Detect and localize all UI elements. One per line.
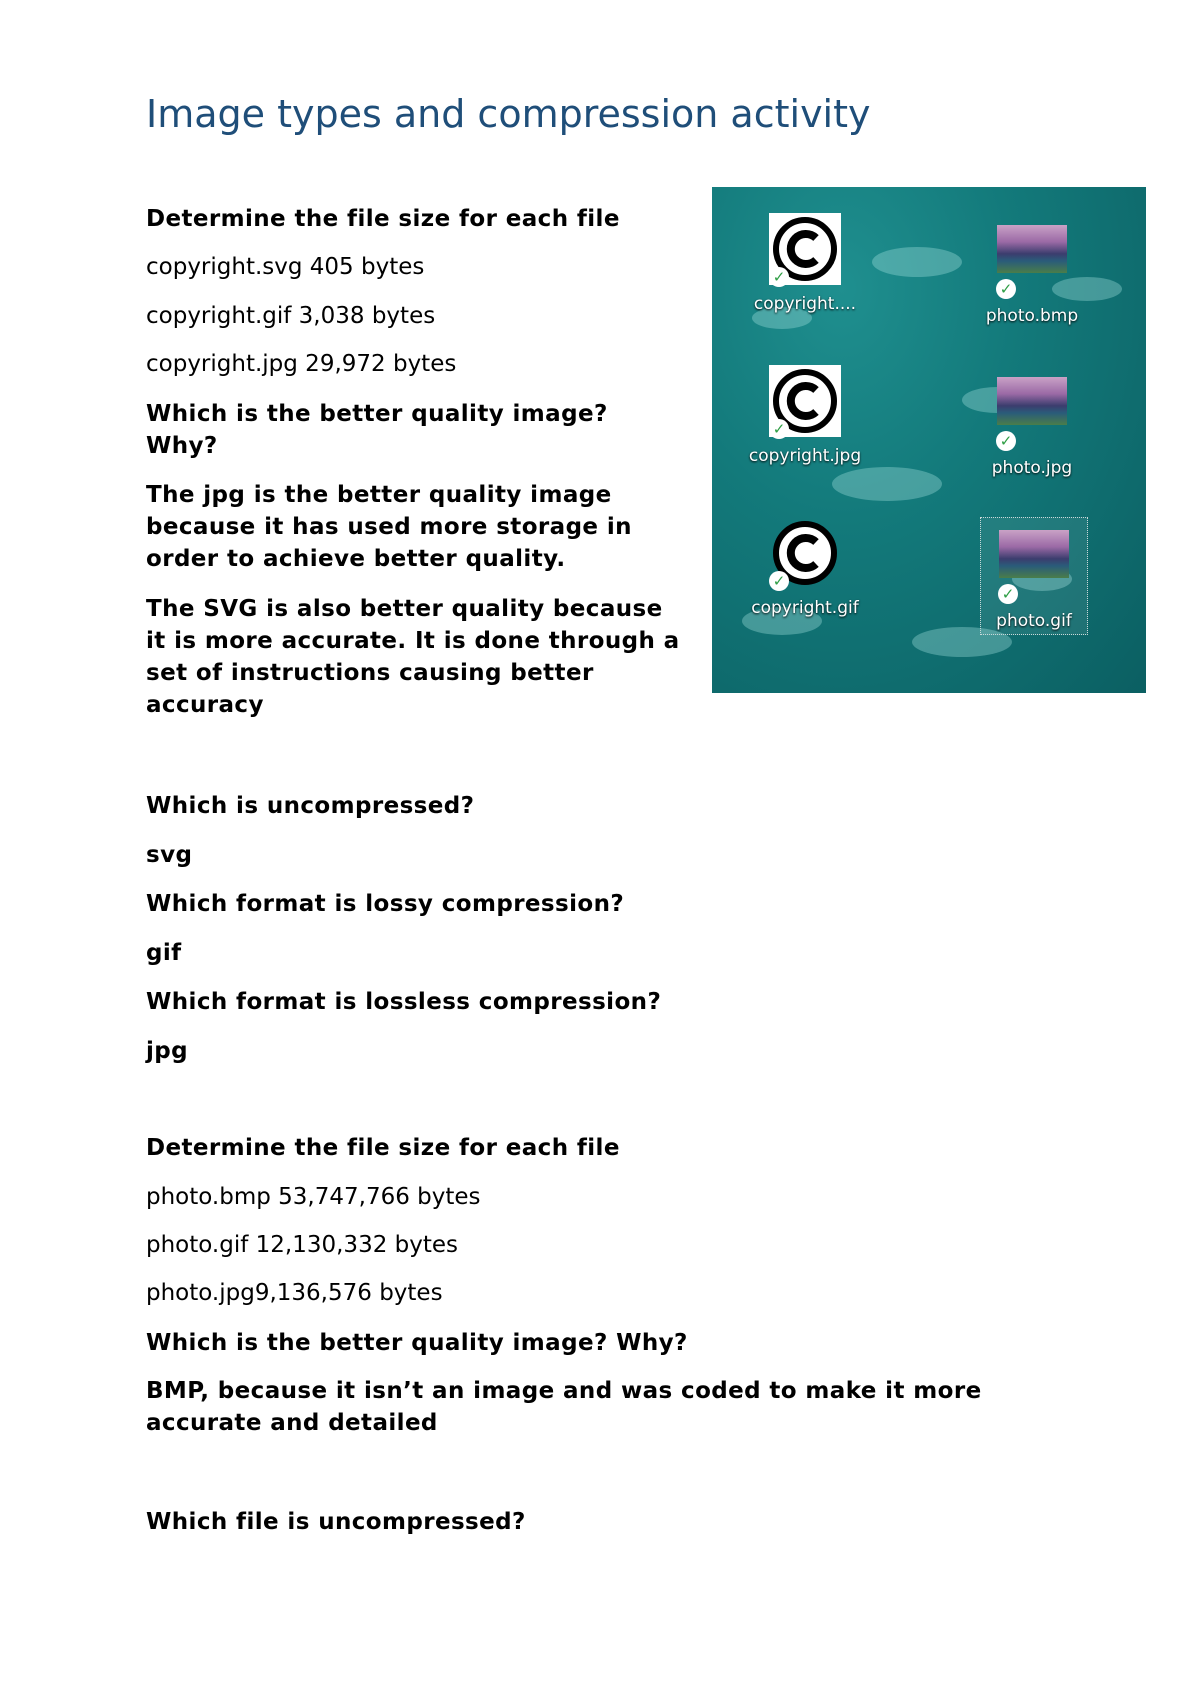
file-size-line: photo.bmp 53,747,766 bytes — [146, 1184, 481, 1210]
desktop-icon-copyright-jpg[interactable] — [730, 365, 880, 467]
answer-line: accurate and detailed — [146, 1410, 438, 1436]
photo-icon — [997, 225, 1067, 273]
icon-label: photo.jpg — [991, 458, 1073, 478]
answer-line: The SVG is also better quality because — [146, 596, 663, 622]
desktop-icon-photo-gif[interactable] — [980, 517, 1088, 635]
answer-line: it is more accurate. It is done through a — [146, 628, 680, 654]
lossy-answer: gif — [146, 940, 182, 966]
icon-label: photo.bmp — [985, 306, 1079, 326]
uncompressed-question: Which file is uncompressed? — [146, 1509, 526, 1535]
desktop-icon-photo-jpg[interactable] — [957, 365, 1107, 479]
icon-label: copyright.jpg — [748, 446, 862, 466]
quality-question-line: Which is the better quality image? — [146, 401, 608, 427]
quality-question-line: Why? — [146, 433, 218, 459]
quality-question — [146, 398, 608, 462]
answer-line: The jpg is the better quality image — [146, 482, 612, 508]
icon-label: copyright.... — [753, 294, 857, 314]
desktop-icon-photo-bmp[interactable] — [957, 213, 1107, 327]
sync-check-icon: ✓ — [998, 584, 1018, 604]
sync-check-icon: ✓ — [769, 419, 789, 439]
answer-line: order to achieve better quality. — [146, 546, 566, 572]
file-size-line: photo.jpg9,136,576 bytes — [146, 1280, 443, 1306]
photo-icon — [999, 530, 1069, 578]
answer-line: because it has used more storage in — [146, 514, 632, 540]
sync-check-icon: ✓ — [769, 267, 789, 287]
lossy-question: Which format is lossy compression? — [146, 891, 625, 917]
desktop-icon-copyright-svg[interactable] — [730, 213, 880, 315]
page-title: Image types and compression activity — [146, 92, 871, 136]
icon-label: copyright.gif — [751, 598, 859, 618]
answer-paragraph — [146, 593, 680, 721]
uncompressed-question: Which is uncompressed? — [146, 793, 475, 819]
quality-question: Which is the better quality image? Why? — [146, 1330, 688, 1356]
answer-line: set of instructions causing better — [146, 660, 594, 686]
sync-check-icon: ✓ — [769, 571, 789, 591]
answer-paragraph — [146, 1375, 982, 1439]
answer-line: BMP, because it isn’t an image and was coded to make it more — [146, 1378, 982, 1404]
desktop-screenshot — [712, 187, 1146, 693]
file-size-line: copyright.svg 405 bytes — [146, 254, 425, 280]
file-size-line: photo.gif 12,130,332 bytes — [146, 1232, 459, 1258]
sync-check-icon: ✓ — [996, 279, 1016, 299]
uncompressed-answer: svg — [146, 842, 193, 868]
answer-line: accuracy — [146, 692, 264, 718]
file-size-line: copyright.jpg 29,972 bytes — [146, 351, 457, 377]
photo-icon — [997, 377, 1067, 425]
desktop-icon-copyright-gif[interactable] — [730, 517, 880, 619]
icon-label: photo.gif — [996, 611, 1072, 631]
lossless-answer: jpg — [146, 1038, 189, 1064]
answer-paragraph — [146, 479, 632, 575]
lossless-question: Which format is lossless compression? — [146, 989, 662, 1015]
file-size-line: copyright.gif 3,038 bytes — [146, 303, 436, 329]
sync-check-icon: ✓ — [996, 431, 1016, 451]
section1-heading: Determine the file size for each file — [146, 206, 620, 232]
section2-heading: Determine the file size for each file — [146, 1135, 620, 1161]
